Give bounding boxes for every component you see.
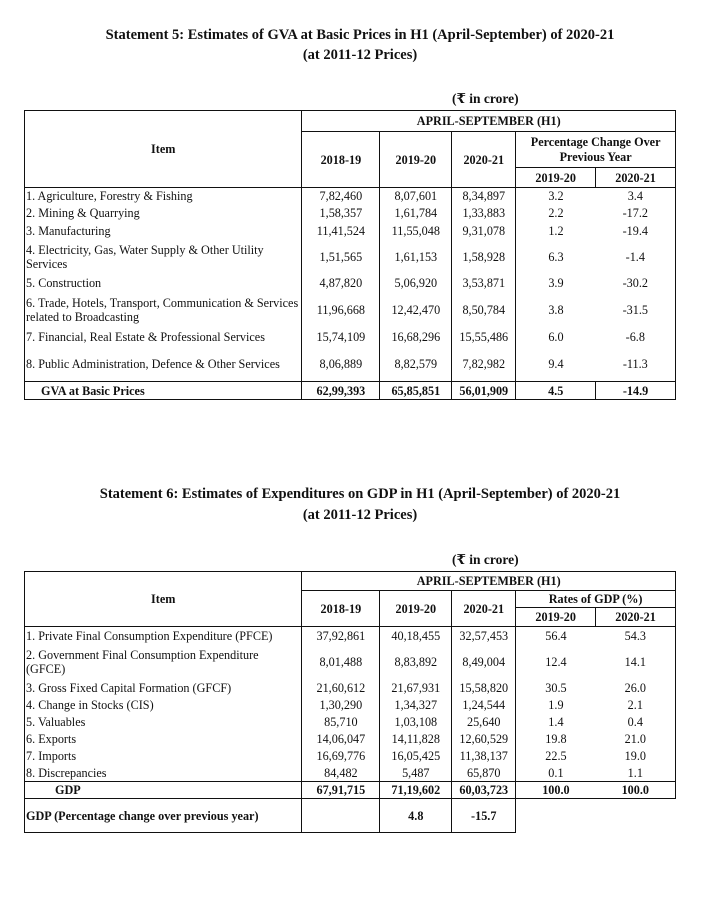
cell-value: 9,31,078 (452, 222, 516, 240)
statement6-subtitle: (at 2011-12 Prices) (302, 507, 418, 523)
pct-change-value (302, 799, 380, 833)
cell-value: 65,870 (452, 765, 516, 782)
cell-change: 3.2 (516, 188, 596, 205)
rates-year-header: 2019-20 (516, 608, 596, 627)
cell-value: 1,34,327 (380, 697, 452, 714)
cell-change: 1.2 (548, 223, 564, 238)
row-item: 5. Construction (25, 274, 302, 293)
cell-rate: 26.0 (596, 680, 676, 697)
cell-change: -11.3 (596, 347, 676, 382)
cell-rate: 30.5 (545, 681, 567, 695)
cell-value: 11,38,137 (452, 748, 516, 765)
row-item: 8. Public Administration, Defence & Other Services (25, 347, 302, 382)
cell-value: 7,82,982 (452, 347, 516, 382)
table-row (25, 274, 676, 293)
change-header: Percentage Change Over Previous Year (516, 132, 676, 168)
cell-rate: 0.4 (596, 714, 676, 731)
cell-rate: 1.9 (548, 698, 564, 712)
total-row (25, 782, 676, 799)
year-header: 2020-21 (452, 132, 516, 188)
cell-value: 16,05,425 (380, 748, 452, 765)
cell-value: 16,68,296 (380, 328, 452, 347)
item-header: Item (25, 572, 302, 627)
cell-change: -1.4 (596, 240, 676, 274)
cell-value: 1,61,153 (380, 240, 452, 274)
cell-value: 12,42,470 (380, 293, 452, 328)
item-header: Item (25, 111, 302, 188)
cell-value: 8,83,892 (380, 645, 452, 680)
cell-value: 1,58,357 (302, 205, 380, 222)
cell-rate: 22.5 (545, 749, 567, 763)
cell-change: -31.5 (596, 293, 676, 328)
row-item: 6. Trade, Hotels, Transport, Communication & Services related to Broadcasting (25, 293, 302, 328)
row-item: 1. Agriculture, Forestry & Fishing (25, 188, 302, 205)
cell-value: 4,87,820 (302, 274, 380, 293)
cell-rate: 56.4 (516, 627, 596, 645)
table-row (25, 680, 676, 697)
cell-rate: 19.0 (596, 748, 676, 765)
table-row (25, 765, 676, 782)
cell-value: 1,30,290 (302, 697, 380, 714)
cell-change: 3.9 (548, 276, 564, 290)
total-value: 67,91,715 (302, 782, 380, 799)
empty-cell (516, 799, 596, 833)
total-rate: 100.0 (516, 782, 596, 799)
cell-value: 84,482 (302, 765, 380, 782)
cell-change: 3.8 (548, 303, 564, 317)
table-row (25, 222, 676, 240)
statement6-unit: (₹ in crore) (452, 552, 519, 567)
cell-value: 16,69,776 (302, 748, 380, 765)
row-item: 4. Electricity, Gas, Water Supply & Other Utility Services (25, 240, 302, 274)
cell-value: 8,34,897 (452, 188, 516, 205)
table-row (25, 347, 676, 382)
cell-value: 14,11,828 (380, 731, 452, 748)
cell-value: 8,49,004 (452, 645, 516, 680)
cell-value: 32,57,453 (452, 627, 516, 645)
table-row (25, 714, 676, 731)
year-header: 2019-20 (380, 132, 452, 188)
total-value: 60,03,723 (452, 782, 516, 799)
total-row (25, 382, 676, 400)
period-header: APRIL-SEPTEMBER (H1) (302, 572, 676, 591)
empty-cell (596, 799, 676, 833)
table-row (25, 240, 676, 274)
cell-value: 21,60,612 (302, 680, 380, 697)
cell-change: 6.0 (548, 330, 564, 344)
cell-value: 1,33,883 (452, 205, 516, 222)
rates-year-header: 2020-21 (596, 608, 676, 627)
total-value: 56,01,909 (452, 382, 516, 400)
cell-rate: 0.1 (548, 765, 564, 780)
cell-rate: 54.3 (596, 627, 676, 645)
cell-rate: 12.4 (545, 655, 567, 669)
rates-header: Rates of GDP (%) (516, 591, 676, 608)
cell-change: 3.4 (596, 188, 676, 205)
cell-value: 15,74,109 (302, 328, 380, 347)
cell-value: 37,92,861 (302, 627, 380, 645)
total-label: GVA at Basic Prices (25, 382, 302, 400)
cell-value: 8,50,784 (452, 293, 516, 328)
year-header: 2020-21 (452, 591, 516, 627)
cell-value: 21,67,931 (380, 680, 452, 697)
cell-value: 3,53,871 (452, 274, 516, 293)
cell-change: -6.8 (596, 328, 676, 347)
row-item: 3. Gross Fixed Capital Formation (GFCF) (25, 680, 302, 697)
pct-change-value: 4.8 (380, 799, 452, 833)
pct-change-value: -15.7 (452, 799, 516, 833)
cell-rate: 14.1 (596, 645, 676, 680)
cell-value: 7,82,460 (302, 188, 380, 205)
cell-value: 8,01,488 (302, 645, 380, 680)
row-item: 5. Valuables (25, 714, 302, 731)
table-row (25, 627, 676, 645)
total-change: -14.9 (596, 382, 676, 400)
row-item: 4. Change in Stocks (CIS) (25, 697, 302, 714)
table-row (25, 748, 676, 765)
row-item: 7. Financial, Real Estate & Professional Services (25, 328, 302, 347)
cell-value: 1,03,108 (380, 714, 452, 731)
total-value: 65,85,851 (380, 382, 452, 400)
total-rate: 100.0 (596, 782, 676, 799)
table-row (25, 697, 676, 714)
statement5-table (24, 110, 676, 400)
cell-value: 40,18,455 (380, 627, 452, 645)
cell-rate: 19.8 (545, 732, 567, 746)
pct-change-row (25, 799, 676, 833)
cell-value: 12,60,529 (452, 731, 516, 748)
row-item: 6. Exports (25, 731, 302, 748)
cell-change: -19.4 (596, 222, 676, 240)
change-year-header: 2019-20 (516, 168, 596, 188)
cell-value: 15,58,820 (452, 680, 516, 697)
total-value: 71,19,602 (380, 782, 452, 799)
cell-change: 2.2 (548, 206, 564, 220)
year-header: 2018-19 (302, 591, 380, 627)
cell-rate: 21.0 (596, 731, 676, 748)
table-row (25, 205, 676, 222)
cell-rate: 1.1 (596, 765, 676, 782)
table-row (25, 293, 676, 328)
year-header: 2019-20 (380, 591, 452, 627)
cell-rate: 2.1 (596, 697, 676, 714)
pct-change-label: GDP (Percentage change over previous year) (25, 799, 302, 833)
table-row (25, 645, 676, 680)
row-item: 7. Imports (25, 748, 302, 765)
table-row (25, 328, 676, 347)
statement6-table (24, 571, 676, 833)
change-year-header: 2020-21 (596, 168, 676, 188)
row-item: 2. Mining & Quarrying (25, 205, 302, 222)
cell-value: 11,55,048 (380, 222, 452, 240)
cell-value: 5,06,920 (380, 274, 452, 293)
cell-value: 1,24,544 (452, 697, 516, 714)
cell-value: 8,82,579 (380, 347, 452, 382)
cell-value: 14,06,047 (302, 731, 380, 748)
cell-value: 1,51,565 (302, 240, 380, 274)
row-item: 2. Government Final Consumption Expenditure (GFCE) (25, 645, 302, 680)
cell-value: 11,96,668 (302, 293, 380, 328)
statement6-title: Statement 6: Estimates of Expenditures on GDP in H1 (April-September) of 2020-21 (99, 486, 621, 502)
cell-change: -17.2 (596, 205, 676, 222)
row-item: 8. Discrepancies (25, 765, 302, 782)
statement5-unit: (₹ in crore) (452, 91, 519, 106)
table-row (25, 188, 676, 205)
period-header: APRIL-SEPTEMBER (H1) (302, 111, 676, 132)
cell-value: 5,487 (380, 765, 452, 782)
cell-value: 25,640 (452, 714, 516, 731)
row-item: 3. Manufacturing (25, 222, 302, 240)
cell-value: 11,41,524 (302, 222, 380, 240)
total-label: GDP (25, 782, 302, 799)
cell-value: 8,07,601 (380, 188, 452, 205)
year-header: 2018-19 (302, 132, 380, 188)
total-change: 4.5 (516, 382, 596, 400)
cell-value: 8,06,889 (302, 347, 380, 382)
statement5-title: Statement 5: Estimates of GVA at Basic Prices in H1 (April-September) of 2020-21 (105, 27, 615, 43)
cell-value: 1,61,784 (380, 205, 452, 222)
cell-value: 1,58,928 (452, 240, 516, 274)
cell-change: 6.3 (548, 249, 564, 264)
cell-value: 15,55,486 (452, 328, 516, 347)
cell-value: 85,710 (302, 714, 380, 731)
cell-rate: 1.4 (548, 715, 564, 729)
total-value: 62,99,393 (302, 382, 380, 400)
row-item: 1. Private Final Consumption Expenditure (PFCE) (25, 627, 302, 645)
cell-change: 9.4 (548, 356, 564, 371)
statement5-subtitle: (at 2011-12 Prices) (302, 47, 418, 63)
cell-change: -30.2 (596, 274, 676, 293)
table-row (25, 731, 676, 748)
